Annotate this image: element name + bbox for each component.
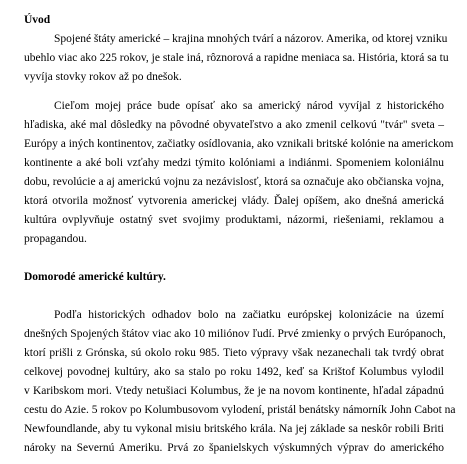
- paragraph-line: cestu do Azie. 5 rokov po Kolumbusovom vylodení, pristál benátsky námorník John Cabot na: [24, 404, 456, 416]
- paragraph-line: nároky na Severnú Ameriku. Prvá zo španielskych výskumných výprav do amerického: [24, 442, 444, 454]
- paragraph-line: dnešných Spojených štátov viac ako 10 miliónov ľudí. Prvé zmienky o prvých Európanoch,: [24, 328, 446, 340]
- paragraph-line: hľadiska, aké mal dôsledky na pôvodné obyvateľstvo a ako zmenil celkovú "tvár" sveta –: [24, 119, 444, 131]
- paragraph-line: vyvíja stovky rokov až po dnešok.: [24, 71, 182, 83]
- section-heading-domorode-kultury: Domorodé americké kultúry.: [24, 271, 166, 283]
- paragraph-line: ktorí prišli z Grónska, sú okolo roku 985. Tieto výpravy však nezanechali tak tvrdý obrat: [24, 347, 444, 359]
- paragraph-line: Spojené štáty americké – krajina mnohých tvárí a názorov. Amerika, od ktorej vzniku: [54, 33, 448, 45]
- section-heading-uvod: Úvod: [24, 14, 51, 26]
- paragraph-line: Newfoundlande, aby tu vykonal misiu britského krála. Na jej základe sa neskôr robili Briti: [24, 423, 444, 435]
- paragraph-line: kultúra ovplyvňuje ostatný svet svojimy produktami, názormi, riešeniami, reklamou a: [24, 214, 444, 226]
- paragraph-line: Podľa historických odhadov bolo na začiatku európskej kolonizácie na území: [54, 309, 444, 321]
- paragraph-line: ubehlo viac ako 225 rokov, je stale iná, rôznorová a rapidne meniaca sa. História, ktorá sa tu: [24, 52, 449, 64]
- paragraph-line: Cieľom mojej práce bude opísať ako sa americký národ vyvíjal z historického: [54, 100, 444, 112]
- paragraph-line: kontinente a aké boli vzťahy medzi týmito kolóniami a indiánmi. Spomeniem koloniálnu: [24, 157, 444, 169]
- paragraph-line: dobu, revolúcie a aj americkú vojnu za nezávislosť, ktorá sa označuje ako občianska vojna,: [24, 176, 444, 188]
- paragraph-line: v Karibskom mori. Vtedy netušiaci Kolumbus, že je na novom kontinente, hľadal západnú: [24, 385, 444, 397]
- paragraph-line: ktorá otvorila možnosť vytvorenia americkej vlády. Ďalej opíšem, ako dnešná americká: [24, 195, 444, 207]
- paragraph-line: celkovej povodnej kultúry, ako sa stalo po roku 1492, keď sa Krištof Kolumbus vylodil: [24, 366, 444, 378]
- paragraph-line: Európy a iných kontinentov, začiatky osídlovania, ako vznikali britské kolónie na americkom: [24, 138, 454, 150]
- paragraph-line: propagandou.: [24, 233, 87, 245]
